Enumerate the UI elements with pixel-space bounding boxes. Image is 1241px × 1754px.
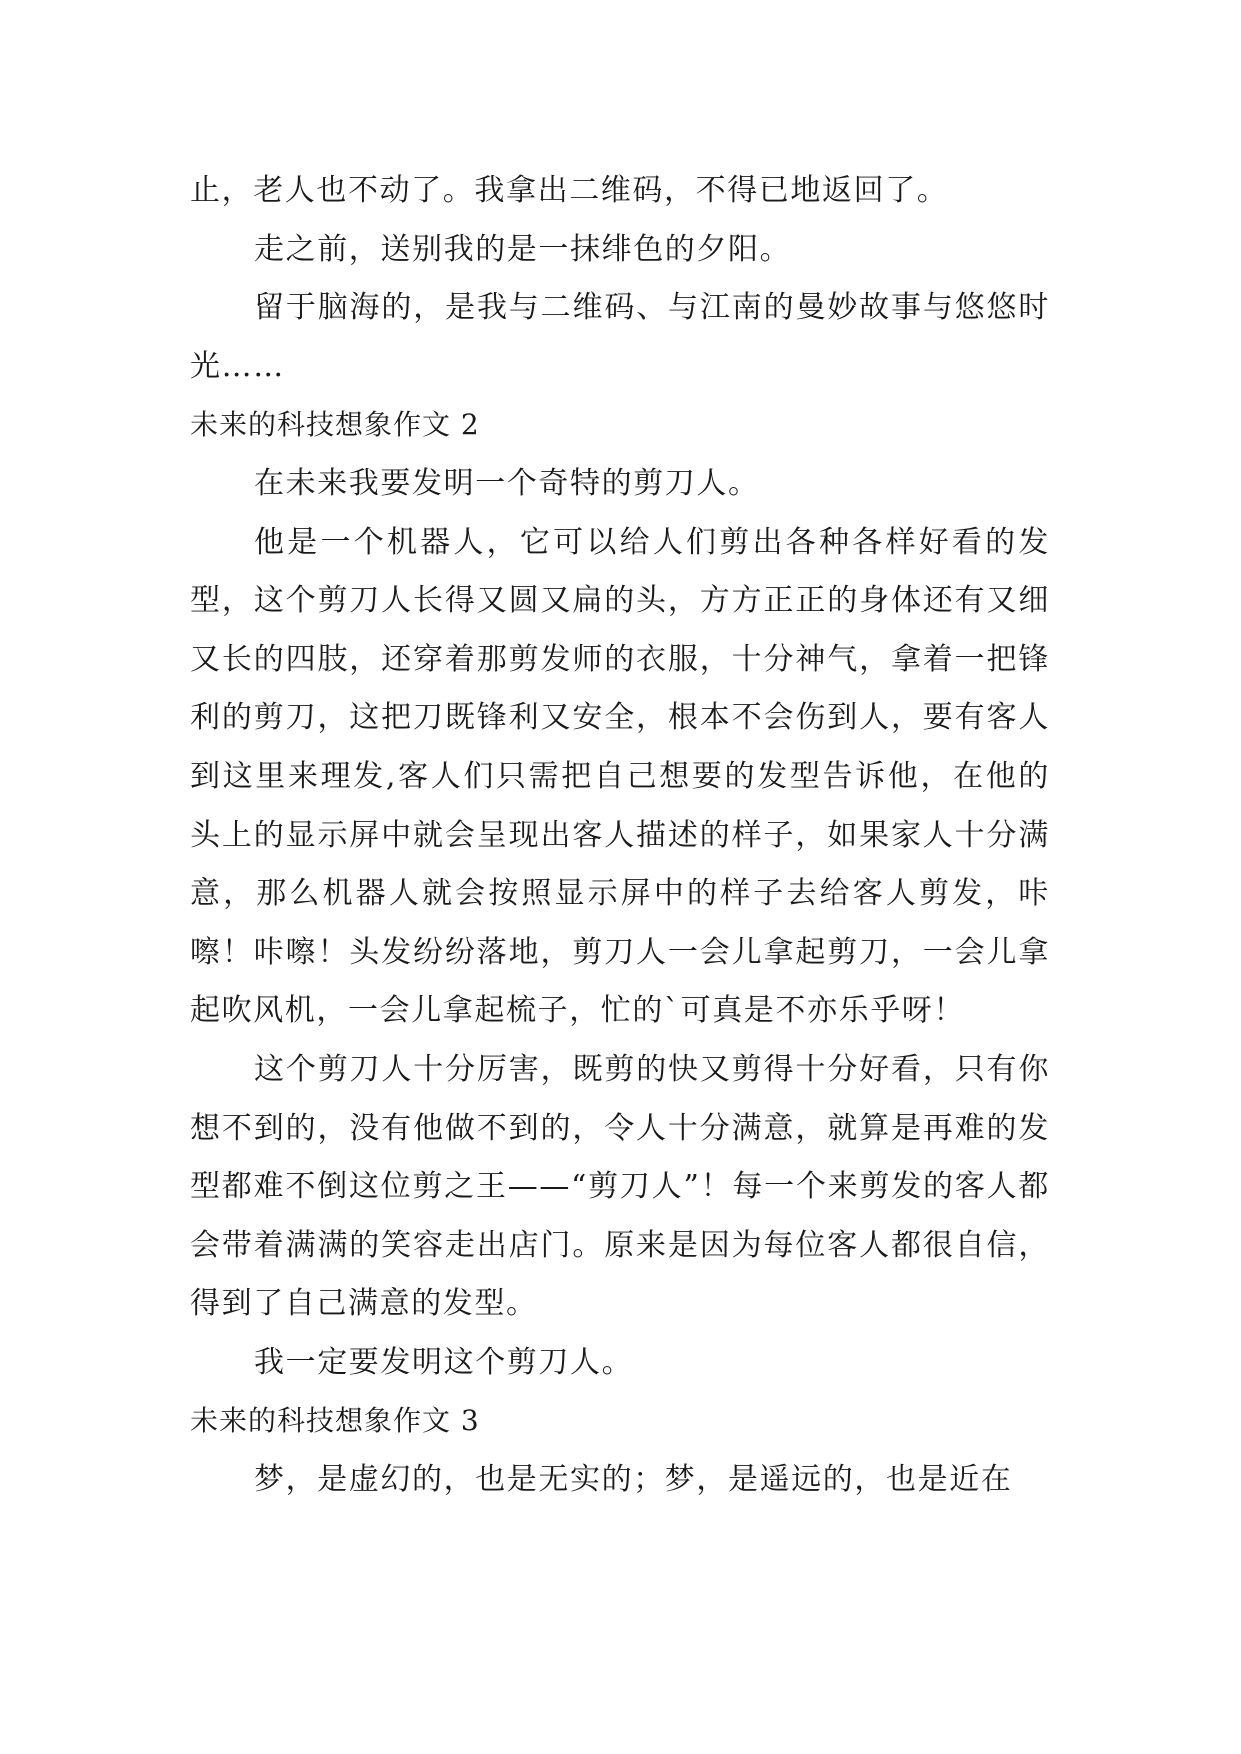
paragraph: 在未来我要发明一个奇特的剪刀人。 [254, 465, 760, 501]
document-body [190, 162, 1050, 1510]
section-heading: 未来的科技想象作文 2 [190, 408, 480, 442]
paragraph: 留于脑海的，是我与二维码、与江南的曼妙故事与悠悠时光…… [190, 290, 1050, 384]
section-heading: 未来的科技想象作文 3 [190, 1404, 480, 1438]
paragraph: 梦，是虚幻的，也是无实的；梦，是遥远的，也是近在 [254, 1462, 1013, 1498]
paragraph: 我一定要发明这个剪刀人。 [254, 1344, 634, 1380]
paragraph-continuation: 止，老人也不动了。我拿出二维码，不得已地返回了。 [190, 173, 949, 208]
paragraph: 他是一个机器人，它可以给人们剪出各种各样好看的发型，这个剪刀人长得又圆又扁的头，方方正正的身体还有又细又长的四肢，还穿着那剪发师的衣服，十分神气，拿着一把锋利的剪刀，这把刀既锋利又安全，根本不会伤到人，要有客人到这里来理发,客人们只需把自己想要的发型告诉他，在他的头上的显示屏中就会呈现出客人描述的样子，如果家人十分满意，那么机器人就会按照显示屏中的样子去给客人剪发，咔嚓！咔嚓！头发纷纷落地，剪刀人一会儿拿起剪刀，一会儿拿起吹风机，一会儿拿起梳子，忙的`可真是不亦乐乎呀！ [190, 524, 1050, 1029]
paragraph: 这个剪刀人十分厉害，既剪的快又剪得十分好看，只有你想不到的，没有他做不到的，令人十分满意，就算是再难的发型都难不倒这位剪之王——“剪刀人”！每一个来剪发的客人都会带着满满的笑容走出店门。原来是因为每位客人都很自信，得到了自己满意的发型。 [190, 1051, 1050, 1322]
paragraph: 走之前，送别我的是一抹绯色的夕阳。 [254, 231, 792, 267]
